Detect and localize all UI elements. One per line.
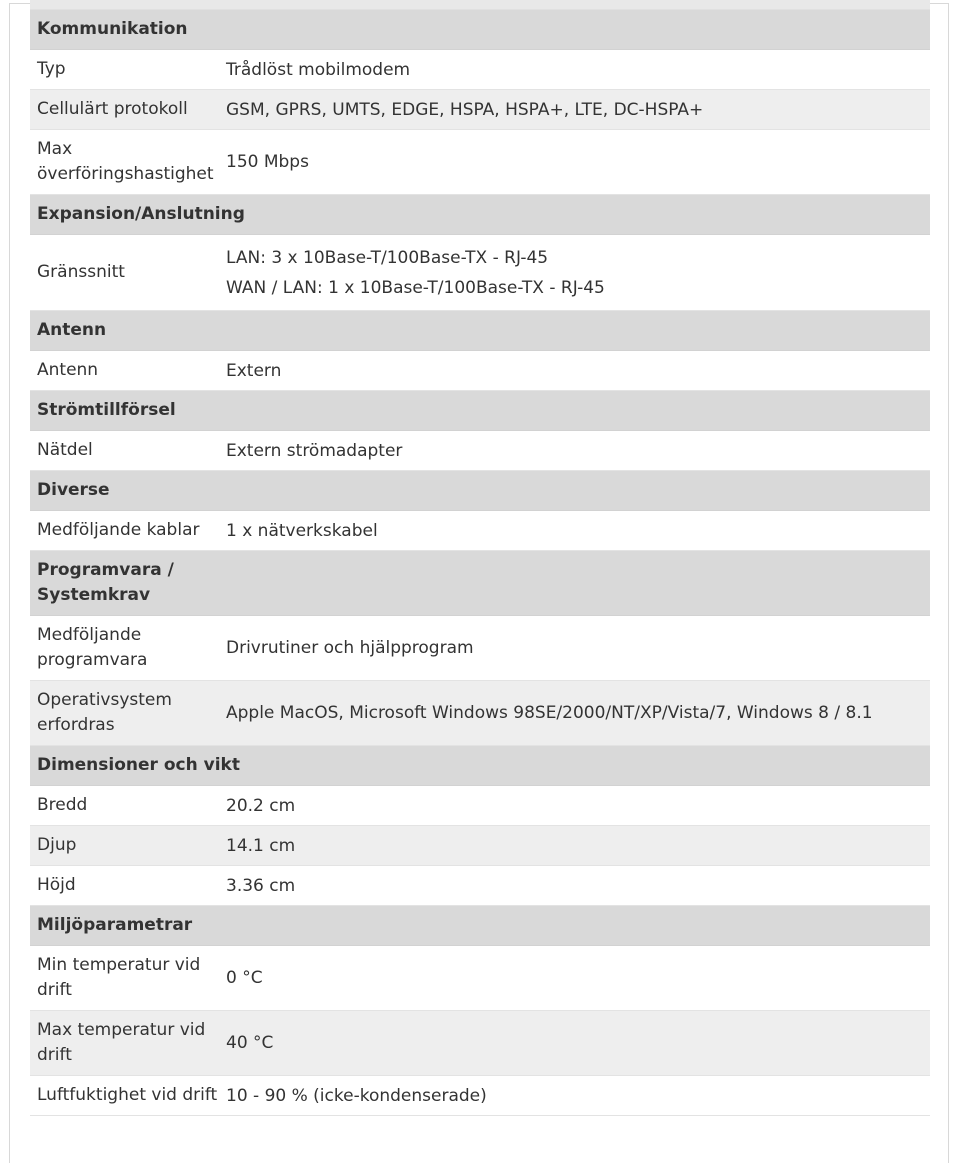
spec-label: Gränssnitt bbox=[37, 262, 125, 282]
spec-table bbox=[30, 0, 930, 1116]
spec-row bbox=[30, 235, 930, 311]
spec-label: Nätdel bbox=[37, 440, 93, 460]
section-title: Kommunikation bbox=[37, 19, 188, 39]
spec-label: Djup bbox=[37, 835, 77, 855]
section-title: Diverse bbox=[37, 480, 110, 500]
spec-row bbox=[30, 866, 930, 906]
spec-value-line: 150 Mbps bbox=[226, 152, 309, 172]
spec-label: Antenn bbox=[37, 360, 99, 380]
spec-value bbox=[226, 831, 930, 861]
section-title: Strömtillförsel bbox=[37, 400, 176, 420]
spec-label: Min temperatur vid drift bbox=[37, 955, 201, 1000]
spec-row bbox=[30, 511, 930, 551]
spec-value-line: Apple MacOS, Microsoft Windows 98SE/2000/NT/XP/Vista/7, Windows 8 / 8.1 bbox=[226, 703, 873, 723]
spec-label: Luftfuktighet vid drift bbox=[37, 1085, 218, 1105]
spec-value-line: 0 °C bbox=[226, 968, 263, 988]
section-title: Expansion/Anslutning bbox=[37, 204, 245, 224]
spec-value bbox=[226, 436, 930, 466]
section-header bbox=[30, 551, 930, 616]
spec-value bbox=[226, 791, 930, 821]
spec-value-line: Extern bbox=[226, 360, 282, 381]
spec-row bbox=[30, 351, 930, 391]
spec-label: Bredd bbox=[37, 795, 88, 815]
spec-row bbox=[30, 616, 930, 681]
spec-row bbox=[30, 946, 930, 1011]
spec-value-line: WAN / LAN: 1 x 10Base-T/100Base-TX - RJ-45 bbox=[226, 277, 605, 298]
spec-value bbox=[226, 55, 930, 85]
section-title: Antenn bbox=[37, 320, 107, 340]
table-top-strip bbox=[30, 0, 930, 10]
spec-label: Medföljande programvara bbox=[37, 625, 148, 670]
spec-value-line: GSM, GPRS, UMTS, EDGE, HSPA, HSPA+, LTE, DC-HSPA+ bbox=[226, 99, 704, 120]
spec-value bbox=[226, 95, 930, 125]
spec-value bbox=[226, 516, 930, 546]
spec-label: Typ bbox=[37, 59, 66, 79]
section-header bbox=[30, 195, 930, 235]
spec-value bbox=[226, 698, 930, 728]
spec-value-line: Extern strömadapter bbox=[226, 440, 403, 461]
spec-value bbox=[226, 963, 930, 993]
spec-label: Cellulärt protokoll bbox=[37, 99, 188, 119]
spec-label: Max överföringshastighet bbox=[37, 139, 214, 184]
section-header bbox=[30, 391, 930, 431]
spec-value-line: Trådlöst mobilmodem bbox=[226, 59, 411, 80]
spec-value-line: Drivrutiner och hjälpprogram bbox=[226, 638, 474, 658]
spec-label: Operativsystem erfordras bbox=[37, 690, 172, 735]
spec-row bbox=[30, 786, 930, 826]
spec-row bbox=[30, 1076, 930, 1116]
spec-row bbox=[30, 431, 930, 471]
section-header bbox=[30, 311, 930, 351]
spec-value bbox=[226, 147, 930, 177]
spec-value bbox=[226, 633, 930, 663]
section-header bbox=[30, 471, 930, 511]
spec-row bbox=[30, 1011, 930, 1076]
spec-row bbox=[30, 826, 930, 866]
section-header bbox=[30, 746, 930, 786]
spec-value-line: 1 x nätverkskabel bbox=[226, 520, 378, 541]
section-header bbox=[30, 906, 930, 946]
spec-value-line: 3.36 cm bbox=[226, 875, 296, 896]
spec-value-line: 20.2 cm bbox=[226, 795, 296, 816]
spec-value bbox=[226, 356, 930, 386]
spec-value bbox=[226, 243, 930, 303]
section-title: Dimensioner och vikt bbox=[37, 755, 240, 775]
spec-value bbox=[226, 871, 930, 901]
spec-row bbox=[30, 90, 930, 130]
section-header bbox=[30, 10, 930, 50]
section-title: Miljöparametrar bbox=[37, 915, 193, 935]
spec-label: Max temperatur vid drift bbox=[37, 1020, 206, 1065]
spec-label: Medföljande kablar bbox=[37, 520, 200, 540]
spec-value bbox=[226, 1028, 930, 1058]
spec-row bbox=[30, 130, 930, 195]
spec-row bbox=[30, 681, 930, 746]
spec-value-line: 10 - 90 % (icke-kondenserade) bbox=[226, 1085, 487, 1106]
spec-value-line: 14.1 cm bbox=[226, 835, 296, 856]
spec-value bbox=[226, 1081, 930, 1111]
spec-value-line: 40 °C bbox=[226, 1033, 274, 1053]
spec-value-line: LAN: 3 x 10Base-T/100Base-TX - RJ-45 bbox=[226, 247, 549, 268]
spec-row bbox=[30, 50, 930, 90]
spec-label: Höjd bbox=[37, 875, 76, 895]
section-title: Programvara / Systemkrav bbox=[37, 560, 174, 605]
